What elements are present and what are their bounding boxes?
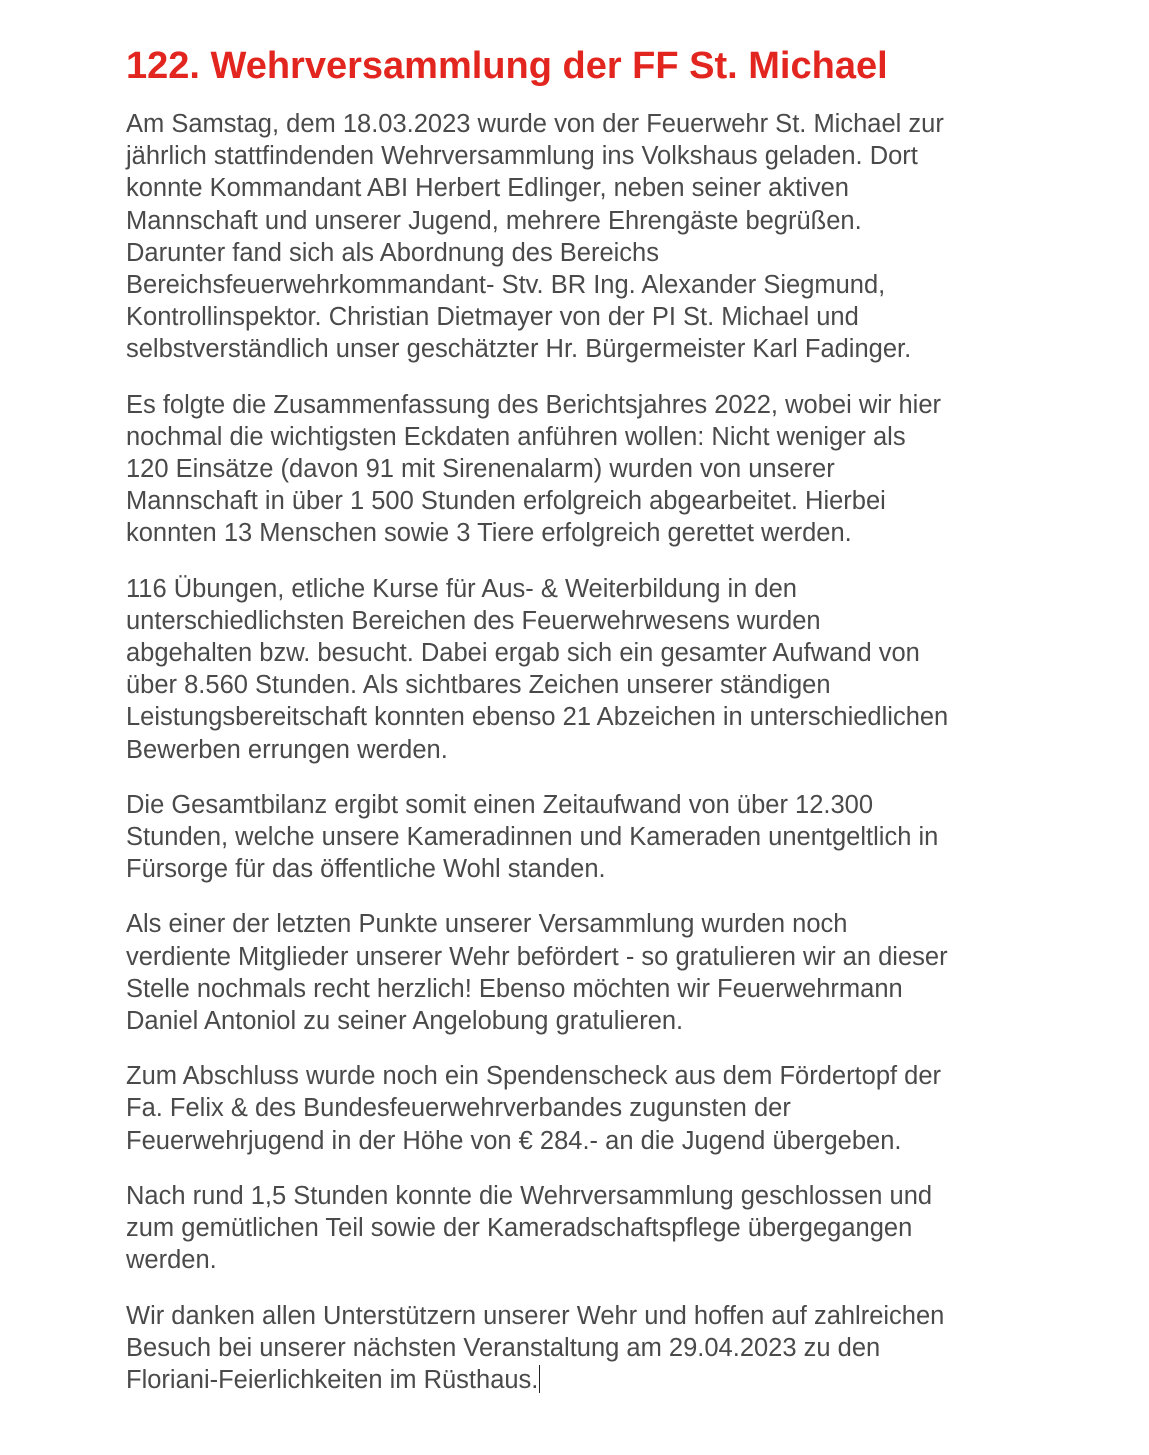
paragraph bbox=[126, 789, 1036, 886]
text-line: Als einer der letzten Punkte unserer Versammlung wurden noch bbox=[126, 910, 848, 939]
text-line: abgehalten bzw. besucht. Dabei ergab sich ein gesamter Aufwand von bbox=[126, 639, 920, 668]
paragraph bbox=[126, 1300, 1036, 1397]
document-page bbox=[126, 40, 1036, 1396]
text-line: Wir danken allen Unterstützern unserer Wehr und hoffen auf zahlreichen bbox=[126, 1301, 945, 1330]
text-line: Fürsorge für das öffentliche Wohl standen. bbox=[126, 855, 606, 884]
text-line: Leistungsbereitschaft konnten ebenso 21 Abzeichen in unterschiedlichen bbox=[126, 703, 949, 732]
paragraph bbox=[126, 1060, 1036, 1157]
page-title: 122. Wehrversammlung der FF St. Michael bbox=[126, 45, 888, 87]
text-line: Floriani-Feierlichkeiten im Rüsthaus. bbox=[126, 1365, 539, 1394]
text-line: Stelle nochmals recht herzlich! Ebenso möchten wir Feuerwehrmann bbox=[126, 974, 903, 1003]
text-line: Darunter fand sich als Abordnung des Bereichs bbox=[126, 238, 659, 267]
text-line: selbstverständlich unser geschätzter Hr. Bürgermeister Karl Fadinger. bbox=[126, 335, 912, 364]
text-line: Mannschaft in über 1 500 Stunden erfolgreich abgearbeitet. Hierbei bbox=[126, 487, 886, 516]
text-line: Fa. Felix & des Bundesfeuerwehrverbandes zugunsten der bbox=[126, 1094, 791, 1123]
article-body[interactable] bbox=[126, 108, 1036, 1396]
text-line: verdiente Mitglieder unserer Wehr befördert - so gratulieren wir an dieser bbox=[126, 942, 948, 971]
text-line: jährlich stattfindenden Wehrversammlung ins Volkshaus geladen. Dort bbox=[126, 142, 918, 171]
text-line: konnten 13 Menschen sowie 3 Tiere erfolgreich gerettet werden. bbox=[126, 519, 852, 548]
text-line: Zum Abschluss wurde noch ein Spendenscheck aus dem Fördertopf der bbox=[126, 1062, 942, 1091]
paragraph bbox=[126, 108, 1036, 366]
text-line: konnte Kommandant ABI Herbert Edlinger, neben seiner aktiven bbox=[126, 174, 849, 203]
paragraph bbox=[126, 573, 1036, 766]
text-line: Mannschaft und unserer Jugend, mehrere Ehrengäste begrüßen. bbox=[126, 206, 862, 235]
text-line: unterschiedlichsten Bereichen des Feuerwehrwesens wurden bbox=[126, 606, 821, 635]
text-line: Kontrollinspektor. Christian Dietmayer von der PI St. Michael und bbox=[126, 303, 859, 332]
text-line: Die Gesamtbilanz ergibt somit einen Zeitaufwand von über 12.300 bbox=[126, 790, 874, 819]
text-line: Besuch bei unserer nächsten Veranstaltung am 29.04.2023 zu den bbox=[126, 1333, 881, 1362]
paragraph bbox=[126, 908, 1036, 1037]
text-line: Bereichsfeuerwehrkommandant- Stv. BR Ing. Alexander Siegmund, bbox=[126, 271, 886, 300]
paragraph bbox=[126, 389, 1036, 550]
text-line: Feuerwehrjugend in der Höhe von € 284.- an die Jugend übergeben. bbox=[126, 1126, 902, 1155]
text-line: zum gemütlichen Teil sowie der Kameradschaftspflege übergegangen bbox=[126, 1214, 913, 1243]
text-line: werden. bbox=[126, 1246, 217, 1275]
text-cursor bbox=[539, 1365, 540, 1393]
text-line: Es folgte die Zusammenfassung des Berichtsjahres 2022, wobei wir hier bbox=[126, 390, 941, 419]
text-line: 120 Einsätze (davon 91 mit Sirenenalarm) wurden von unserer bbox=[126, 455, 835, 484]
text-line: über 8.560 Stunden. Als sichtbares Zeichen unserer ständigen bbox=[126, 671, 831, 700]
text-line: Stunden, welche unsere Kameradinnen und Kameraden unentgeltlich in bbox=[126, 823, 939, 852]
text-line: Nach rund 1,5 Stunden konnte die Wehrversammlung geschlossen und bbox=[126, 1181, 933, 1210]
text-line: Am Samstag, dem 18.03.2023 wurde von der Feuerwehr St. Michael zur bbox=[126, 110, 944, 138]
text-line: 116 Übungen, etliche Kurse für Aus- & Weiterbildung in den bbox=[126, 574, 797, 603]
text-line: Daniel Antoniol zu seiner Angelobung gratulieren. bbox=[126, 1007, 684, 1036]
paragraph bbox=[126, 1180, 1036, 1277]
text-line: Bewerben errungen werden. bbox=[126, 735, 448, 764]
text-line: nochmal die wichtigsten Eckdaten anführen wollen: Nicht weniger als bbox=[126, 422, 906, 451]
